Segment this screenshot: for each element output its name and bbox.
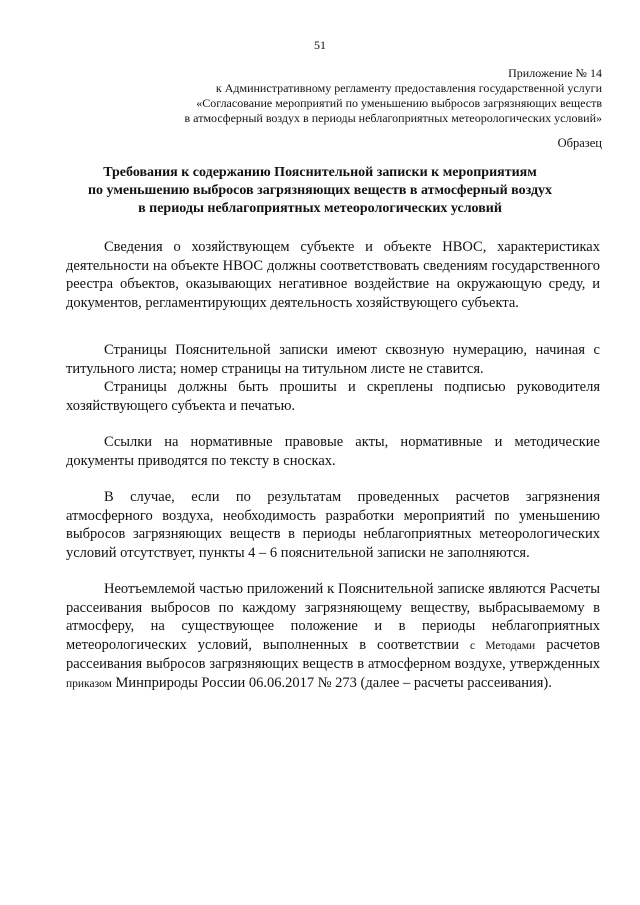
paragraph-text: Сведения о хозяйствующем субъекте и объекте НВОС, характеристиках деятельности на объекте НВОС должны соответствовать сведениям государственного реестра объектов, оказывающих негативное воздействие на окружающую среду, и документов, регламентирующих деятельность хозяйствующего субъекта. [66,239,600,311]
paragraph-text-part-1: Неотъемлемой частью приложений к Пояснительной записке являются Расчеты рассеивания выбросов по каждому загрязняющему веществу, выбрасываемому в атмосферу, на существующее положение и в периоды неблагоприятных метеорологических условий, выполненных в соответствии [66,581,600,653]
paragraph-text: В случае, если по результатам проведенных расчетов загрязнения атмосферного воздуха, необходимость разработки мероприятий по уменьшению выбросов загрязняющих веществ в периоды неблагоприятных метеорологических условий отсутствует, пункты 4 – 6 пояснительной записки не заполняются. [66,489,600,561]
annex-line-4: в атмосферный воздух в периоды неблагоприятных метеорологических условий» [184,111,602,125]
paragraph-page-numbering [66,341,600,378]
document-title [0,164,640,218]
paragraph-dispersion-calculations [66,580,600,694]
paragraph-text [66,580,600,694]
paragraph-text: Страницы должны быть прошиты и скреплены подписью руководителя хозяйствующего субъекта и печатью. [66,379,600,414]
paragraph-binding [66,378,600,415]
paragraph-text-part-2: расчетов рассеивания выбросов загрязняющих веществ в атмосферном воздухе, утвержденных [66,636,601,673]
sample-label: Образец [557,136,602,150]
paragraph-text-part-3: Минприроды России 06.06.2017 № 273 (далее – расчеты рассеивания). [115,674,552,691]
title-line-2: по уменьшению выбросов загрязняющих веществ в атмосферный воздух [87,183,553,198]
annex-line-3: «Согласование мероприятий по уменьшению выбросов загрязняющих веществ [196,96,602,110]
title-line-3: в периоды неблагоприятных метеорологических условий [138,201,502,216]
annex-header [42,66,602,126]
annex-line-2: к Административному регламенту предоставления государственной услуги [215,81,602,95]
paragraph-no-measures [66,488,600,562]
methods-reference: с Методами [469,639,536,652]
order-reference: приказом [66,677,112,690]
paragraph-text: Страницы Пояснительной записки имеют сквозную нумерацию, начиная с титульного листа; номер страницы на титульном листе не ставится. [66,342,600,377]
title-line-1: Требования к содержанию Пояснительной записки к мероприятиям [103,165,537,180]
annex-line-1: Приложение № 14 [508,66,602,80]
paragraph-text: Ссылки на нормативные правовые акты, нормативные и методические документы приводятся по тексту в сносках. [66,434,600,469]
paragraph-references [66,433,600,470]
page-number: 51 [314,38,326,52]
paragraph-entity-info [66,238,600,312]
